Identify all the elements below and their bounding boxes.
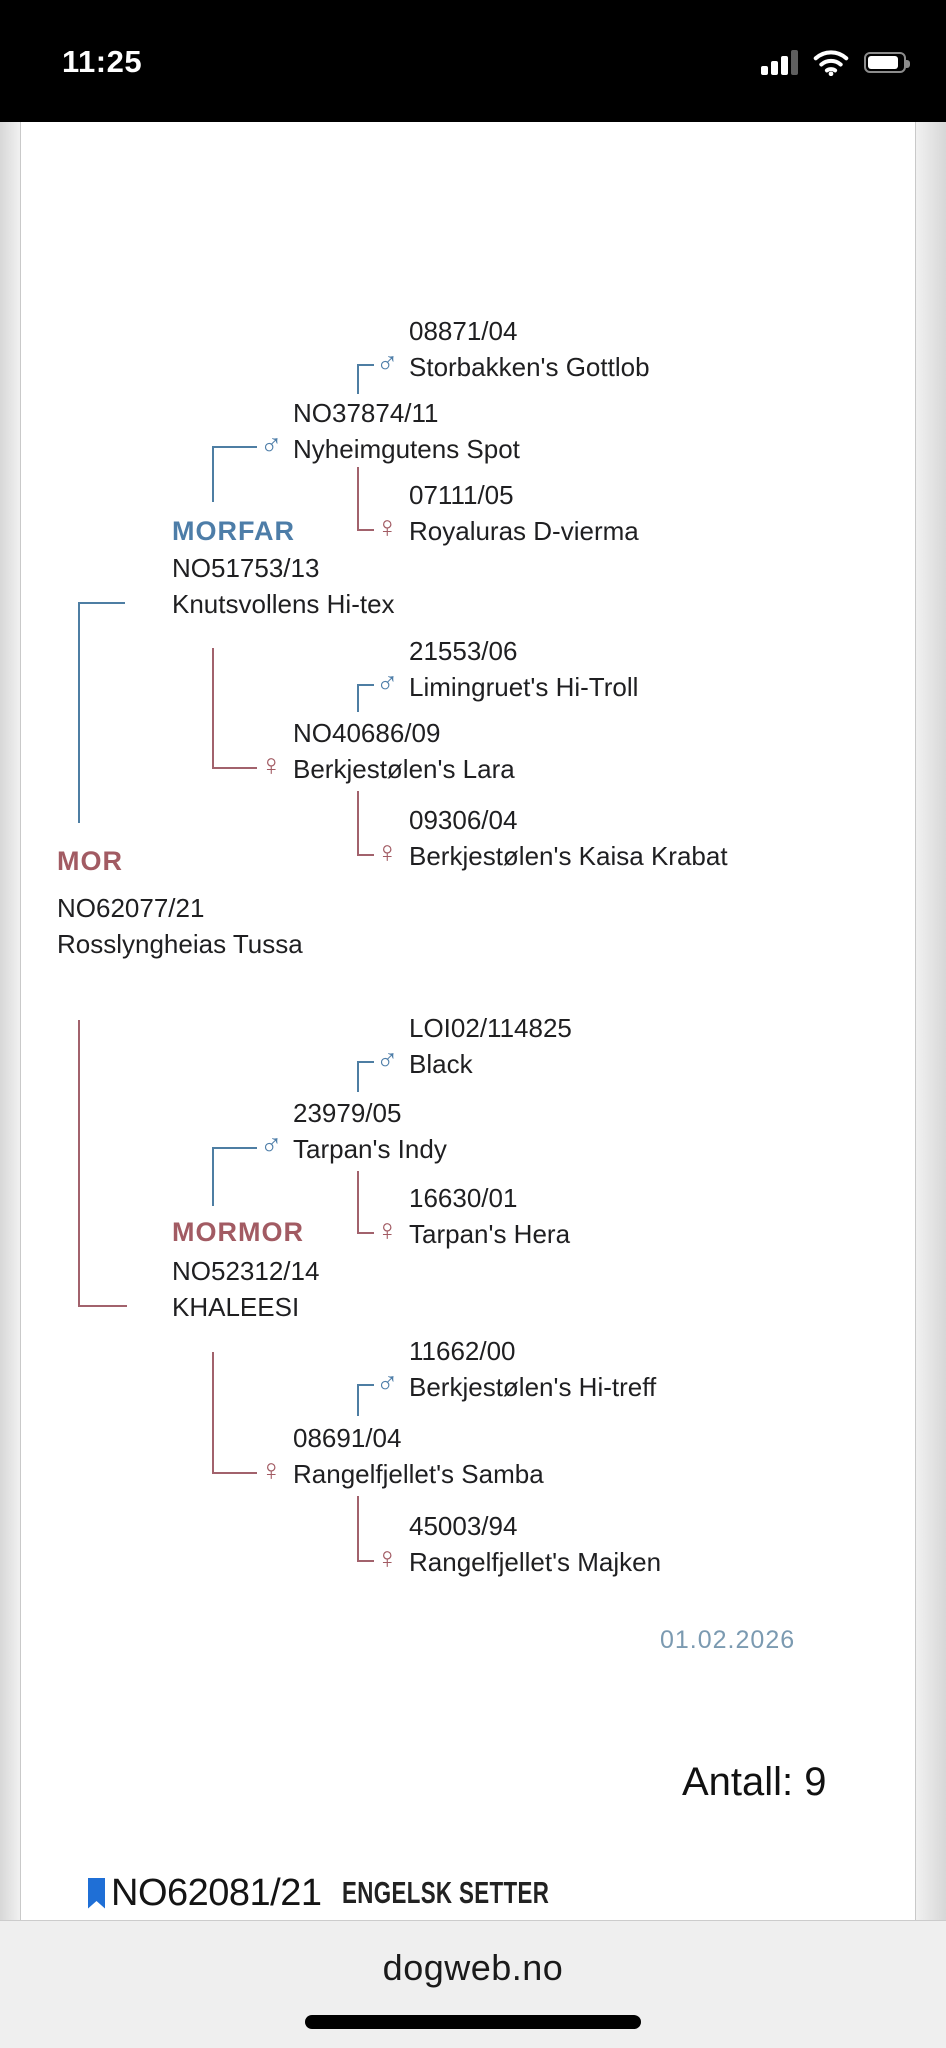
- female-icon: ♀: [260, 1454, 283, 1487]
- pedigree-node-mor: [57, 890, 303, 962]
- status-time: 11:25: [62, 44, 143, 79]
- pedigree-node-kaisa: [376, 802, 728, 874]
- female-icon: ♀: [376, 1214, 399, 1247]
- mormor-label: MORMOR: [172, 1217, 304, 1247]
- dog-regnumber: NO52312/14: [172, 1256, 320, 1286]
- bookmark-icon[interactable]: [88, 1878, 105, 1909]
- status-icons: [761, 48, 906, 76]
- dog-name: Storbakken's Gottlob: [409, 352, 650, 382]
- tree-line-dam: [212, 648, 257, 769]
- dog-regnumber: LOI02/114825: [409, 1013, 572, 1043]
- tree-line-dam: [212, 1352, 257, 1474]
- dog-name: Berkjestølen's Kaisa Krabat: [409, 841, 728, 871]
- record-breed: ENGELSK SETTER: [341, 1875, 549, 1910]
- dog-regnumber: 11662/00: [409, 1336, 516, 1366]
- battery-icon: [864, 52, 906, 73]
- tree-line-dam: [357, 467, 374, 531]
- tree-line-dam: [357, 1496, 374, 1562]
- male-icon: ♂: [376, 1044, 399, 1077]
- dog-name: Royaluras D-vierma: [409, 516, 639, 546]
- female-icon: ♀: [260, 749, 283, 782]
- tree-line-dam: [357, 791, 374, 856]
- dog-name: KHALEESI: [172, 1292, 300, 1322]
- browser-footer: [0, 1920, 946, 2048]
- dog-regnumber: 23979/05: [293, 1098, 402, 1128]
- tree-line-dam: [78, 1020, 127, 1307]
- tree-line-sire: [357, 1384, 374, 1416]
- tree-line-sire: [212, 446, 257, 502]
- status-bar: [0, 0, 946, 122]
- pedigree-node-nyheimgutens: [260, 395, 520, 467]
- female-icon: ♀: [376, 836, 399, 869]
- tree-line-sire: [357, 364, 374, 394]
- tree-line-sire: [212, 1147, 257, 1206]
- male-icon: ♂: [376, 667, 399, 700]
- tree-line-sire: [78, 602, 125, 823]
- dog-name: Berkjestølen's Lara: [293, 754, 515, 784]
- pedigree-node-royaluras: [376, 477, 639, 549]
- dog-name: Berkjestølen's Hi-treff: [409, 1372, 657, 1402]
- dog-regnumber: NO40686/09: [293, 718, 441, 748]
- morfar-label: MORFAR: [172, 516, 295, 546]
- record-regnumber[interactable]: NO62081/21: [111, 1871, 322, 1914]
- pedigree-node-storbakken: [376, 313, 650, 385]
- pedigree-node-morfar: [172, 550, 395, 622]
- dog-regnumber: NO37874/11: [293, 398, 439, 428]
- tree-line-sire: [357, 1061, 374, 1092]
- pedigree-node-black: [376, 1010, 572, 1082]
- home-indicator[interactable]: [305, 2015, 641, 2029]
- dog-name: Limingruet's Hi-Troll: [409, 672, 639, 702]
- dog-name: Tarpan's Hera: [409, 1219, 571, 1249]
- dog-name: Knutsvollens Hi-tex: [172, 589, 395, 619]
- count-label: Antall: 9: [682, 1760, 827, 1804]
- pedigree-node-mormor: [172, 1253, 319, 1325]
- male-icon: ♂: [376, 1367, 399, 1400]
- page-right-edge: [915, 122, 946, 1920]
- site-domain: dogweb.no: [382, 1947, 564, 1988]
- pedigree-node-hitroll: [376, 633, 639, 705]
- tree-line-sire: [357, 684, 374, 712]
- dog-name: Black: [409, 1049, 473, 1079]
- dog-regnumber: 08691/04: [293, 1423, 402, 1453]
- mor-label: MOR: [57, 846, 123, 876]
- dog-name: Rangelfjellet's Samba: [293, 1459, 544, 1489]
- tree-line-dam: [357, 1171, 374, 1234]
- male-icon: ♂: [260, 429, 283, 462]
- pedigree-node-majken: [376, 1508, 662, 1580]
- dog-regnumber: 08871/04: [409, 316, 518, 346]
- page-left-edge: [0, 122, 21, 1920]
- female-icon: ♀: [376, 511, 399, 544]
- dog-regnumber: NO51753/13: [172, 553, 320, 583]
- dog-name: Nyheimgutens Spot: [293, 434, 520, 464]
- male-icon: ♂: [260, 1129, 283, 1162]
- dog-regnumber: 16630/01: [409, 1183, 518, 1213]
- pedigree-node-hitreff: [376, 1333, 657, 1405]
- record-row[interactable]: [88, 1870, 629, 1916]
- female-icon: ♀: [376, 1542, 399, 1575]
- wifi-icon: [812, 48, 850, 76]
- dog-regnumber: 45003/94: [409, 1511, 518, 1541]
- dog-name: Tarpan's Indy: [293, 1134, 447, 1164]
- cellular-signal-icon: [761, 49, 798, 75]
- dog-regnumber: 07111/05: [409, 480, 514, 510]
- pedigree-date: 01.02.2026: [660, 1626, 796, 1654]
- dog-regnumber: NO62077/21: [57, 893, 205, 923]
- dog-name: Rosslyngheias Tussa: [57, 929, 303, 959]
- pedigree-node-hera: [376, 1180, 571, 1252]
- dog-regnumber: 21553/06: [409, 636, 518, 666]
- pedigree-node-indy: [260, 1095, 447, 1167]
- dog-name: Rangelfjellet's Majken: [409, 1547, 662, 1577]
- pedigree-node-lara: [260, 715, 515, 787]
- dog-regnumber: 09306/04: [409, 805, 518, 835]
- male-icon: ♂: [376, 347, 399, 380]
- pedigree-node-samba: [260, 1420, 544, 1492]
